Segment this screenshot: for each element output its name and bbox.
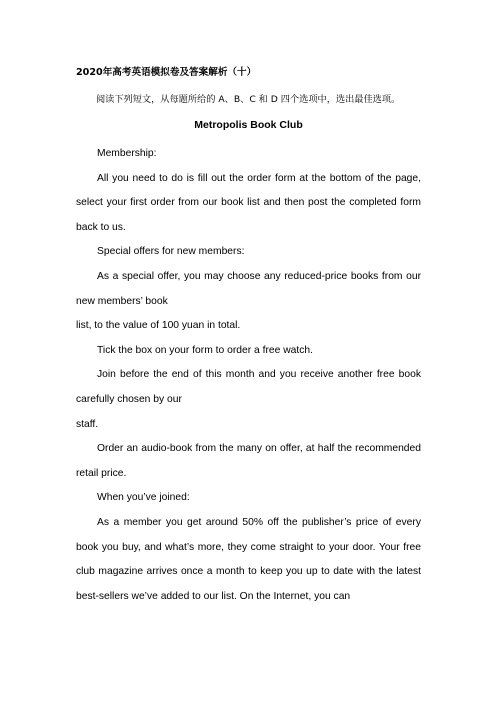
document-title: 2020年高考英语模拟卷及答案解析（十） — [76, 67, 257, 78]
paragraph-when-joined-body: As a member you get around 50% off the publisher’s price of every book you buy, and what’s more, they come straight to your door. Your free club magazine arrives once a month to keep you up to date with the latest best-sellers we’ve added to our list. On the Internet, you can — [76, 516, 421, 602]
paragraph-special-offers-heading: Special offers for new members: — [97, 246, 245, 258]
paragraph-special-offer-3: Join before the end of this month and you receive another free book carefully chosen by our — [76, 369, 421, 405]
instruction-text: 阅读下列短文，从每题所给的 A、B、C 和 D 四个选项中，选出最佳选项。 — [96, 94, 401, 105]
document-page — [76, 66, 421, 609]
paragraph-special-offer-4: Order an audio-book from the many on offer, at half the recommended retail price. — [76, 443, 421, 479]
paragraph-when-joined-heading: When you’ve joined: — [97, 492, 190, 504]
paragraph-membership-heading: Membership: — [97, 148, 157, 159]
passage-heading: Metropolis Book Club — [194, 119, 303, 131]
paragraph-special-offer-1-continued: list, to the value of 100 yuan in total. — [76, 320, 241, 332]
paragraph-special-offer-1: As a special offer, you may choose any reduced-price books from our new members’ book — [76, 270, 421, 307]
paragraph-special-offer-2: Tick the box on your form to order a free watch. — [97, 344, 313, 356]
paragraph-membership-body: All you need to do is fill out the order form at the bottom of the page, select your first order from our book list and then post the completed form back to us. — [76, 172, 421, 233]
paragraph-special-offer-3-continued: staff. — [76, 418, 99, 430]
